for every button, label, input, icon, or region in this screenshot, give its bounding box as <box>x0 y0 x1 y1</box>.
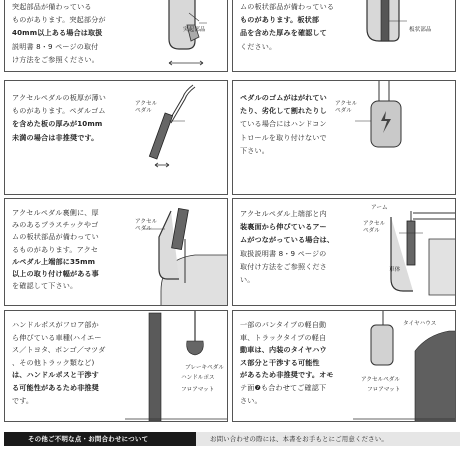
text-line: る可能性があるため非推奨 <box>12 382 99 392</box>
text-line: ものがあります。突起部分が <box>12 15 106 25</box>
text-line: ている場合にはハンドコン <box>240 119 327 129</box>
thin-pedal-illustration <box>125 81 228 195</box>
text-line: ムの板状部品が備わってい <box>12 232 99 242</box>
panel-thick-plate-text <box>12 207 130 292</box>
panel-arm-connected-text <box>240 207 362 286</box>
panel-damaged-rubber <box>232 80 456 195</box>
label-floor-mat: フロアマット <box>181 387 215 393</box>
label-body: 車体 <box>389 267 401 273</box>
label-pedal: アクセル ペダル <box>135 219 158 232</box>
label-arm: アーム <box>371 205 388 211</box>
label-pedal: アクセル ペダル <box>335 101 358 114</box>
label-accel-pedal: アクセルペダル <box>361 377 400 383</box>
text-line: ス部分と干渉する可能性 <box>240 357 320 367</box>
label-protrusion-part: 突起部品 <box>183 27 206 33</box>
text-line: アクセルペダル裏側に、厚 <box>12 208 99 217</box>
panel-protrusion-text <box>12 0 124 66</box>
text-line: ものがあります。ペダルゴム <box>12 106 106 116</box>
damaged-rubber-illustration <box>357 81 456 195</box>
panel-protrusion <box>4 0 228 72</box>
label-tire-house: タイヤハウス <box>403 321 437 327</box>
text-line: 下さい。 <box>240 145 269 155</box>
text-line: 、その他トラック類など) <box>12 357 95 367</box>
text-line: を確認して下さい。 <box>12 281 78 291</box>
panel-tire-house <box>232 310 456 422</box>
text-line: 一部のバンタイプの軽自動 <box>240 320 327 329</box>
text-line: を含めた板の厚みが10mm <box>12 119 103 129</box>
text-line: みのあるプラスチックやゴ <box>12 220 99 230</box>
text-line: 突起部品が備わっている <box>12 2 92 11</box>
panel-tire-house-text <box>240 319 362 407</box>
text-line: い。 <box>240 275 255 285</box>
text-line: さい。 <box>240 395 262 405</box>
protrusion-illustration <box>125 0 225 72</box>
arm-connected-illustration <box>353 199 456 306</box>
label-pedal: アクセル ペダル <box>135 101 158 114</box>
text-line: は、ハンドルポスと干渉す <box>12 370 99 380</box>
text-line: 40mm以上ある場合は取扱 <box>12 28 103 38</box>
text-line: アクセルペダル上端部と内 <box>240 209 327 218</box>
footer-inquiry-note: お問い合わせの際には、本書をお手もとにご用意ください。 <box>196 432 460 446</box>
label-plate-part: 板状部品 <box>409 27 432 33</box>
text-line: 取付け方法をご参照くださ <box>240 261 327 271</box>
panel-arm-connected <box>232 198 456 306</box>
panel-plate-text <box>240 0 360 53</box>
label-floor-mat: フロアマット <box>367 387 401 393</box>
text-line: け方法をご参照ください。 <box>12 54 99 64</box>
label-handle-post: ハンドルポス <box>181 375 215 381</box>
text-line: テ面❼も合わせてご確認下 <box>240 382 327 392</box>
text-line: アクセルペダルの板厚が薄い <box>12 93 106 102</box>
text-line: があるため非推奨です。オモ <box>240 370 334 380</box>
thick-plate-illustration <box>125 199 228 306</box>
footer-inquiry-heading: その他ご不明な点・お問合わせについて <box>4 432 196 446</box>
text-line: ものがあります。板状部 <box>240 15 320 25</box>
text-line: ムがつながっている場合は、 <box>240 235 335 245</box>
text-line: 装裏面から伸びているアー <box>240 222 327 232</box>
panel-thin-pedal <box>4 80 228 195</box>
text-line: 車、トラックタイプの軽自 <box>240 332 327 342</box>
text-line: 取扱説明書 8・9 ページの <box>240 248 327 258</box>
text-line: です。 <box>12 395 34 405</box>
panel-plate-part <box>232 0 456 72</box>
panel-thin-pedal-text <box>12 91 132 144</box>
text-line: ルペダル上端部に35mm <box>12 256 96 266</box>
panel-handle-post <box>4 310 228 422</box>
plate-illustration <box>353 0 453 72</box>
text-line: ペダルのゴムがはがれてい <box>240 93 327 102</box>
text-line: 以上の取り付け幅がある事 <box>12 269 99 279</box>
text-line: 説明書 8・9 ページの取付 <box>12 41 99 51</box>
panel-thick-plate <box>4 198 228 306</box>
text-line: ハンドルポスがフロア部か <box>12 320 99 329</box>
panel-handle-post-text <box>12 319 134 407</box>
label-brake-pedal: ブレーキペダル <box>185 365 224 371</box>
text-line: 品を含めた厚みを確認して <box>240 28 327 38</box>
text-line: 動車は、内装のタイヤハウ <box>240 345 327 355</box>
text-line: ス／トヨタ、ボンゴ／マツダ <box>12 345 106 355</box>
text-line: トロールを取り付けないで <box>240 132 327 142</box>
text-line: ら伸びている車種(ハイエー <box>12 332 102 342</box>
text-line: たり、劣化して割れたりし <box>240 106 327 116</box>
label-pedal: アクセル ペダル <box>363 221 386 234</box>
text-line: 未満の場合は非推奨です。 <box>12 132 99 142</box>
text-line: るものがあります。アクセ <box>12 244 99 254</box>
text-line: ください。 <box>240 41 277 51</box>
text-line: ムの板状部品が備わっている <box>240 2 335 11</box>
